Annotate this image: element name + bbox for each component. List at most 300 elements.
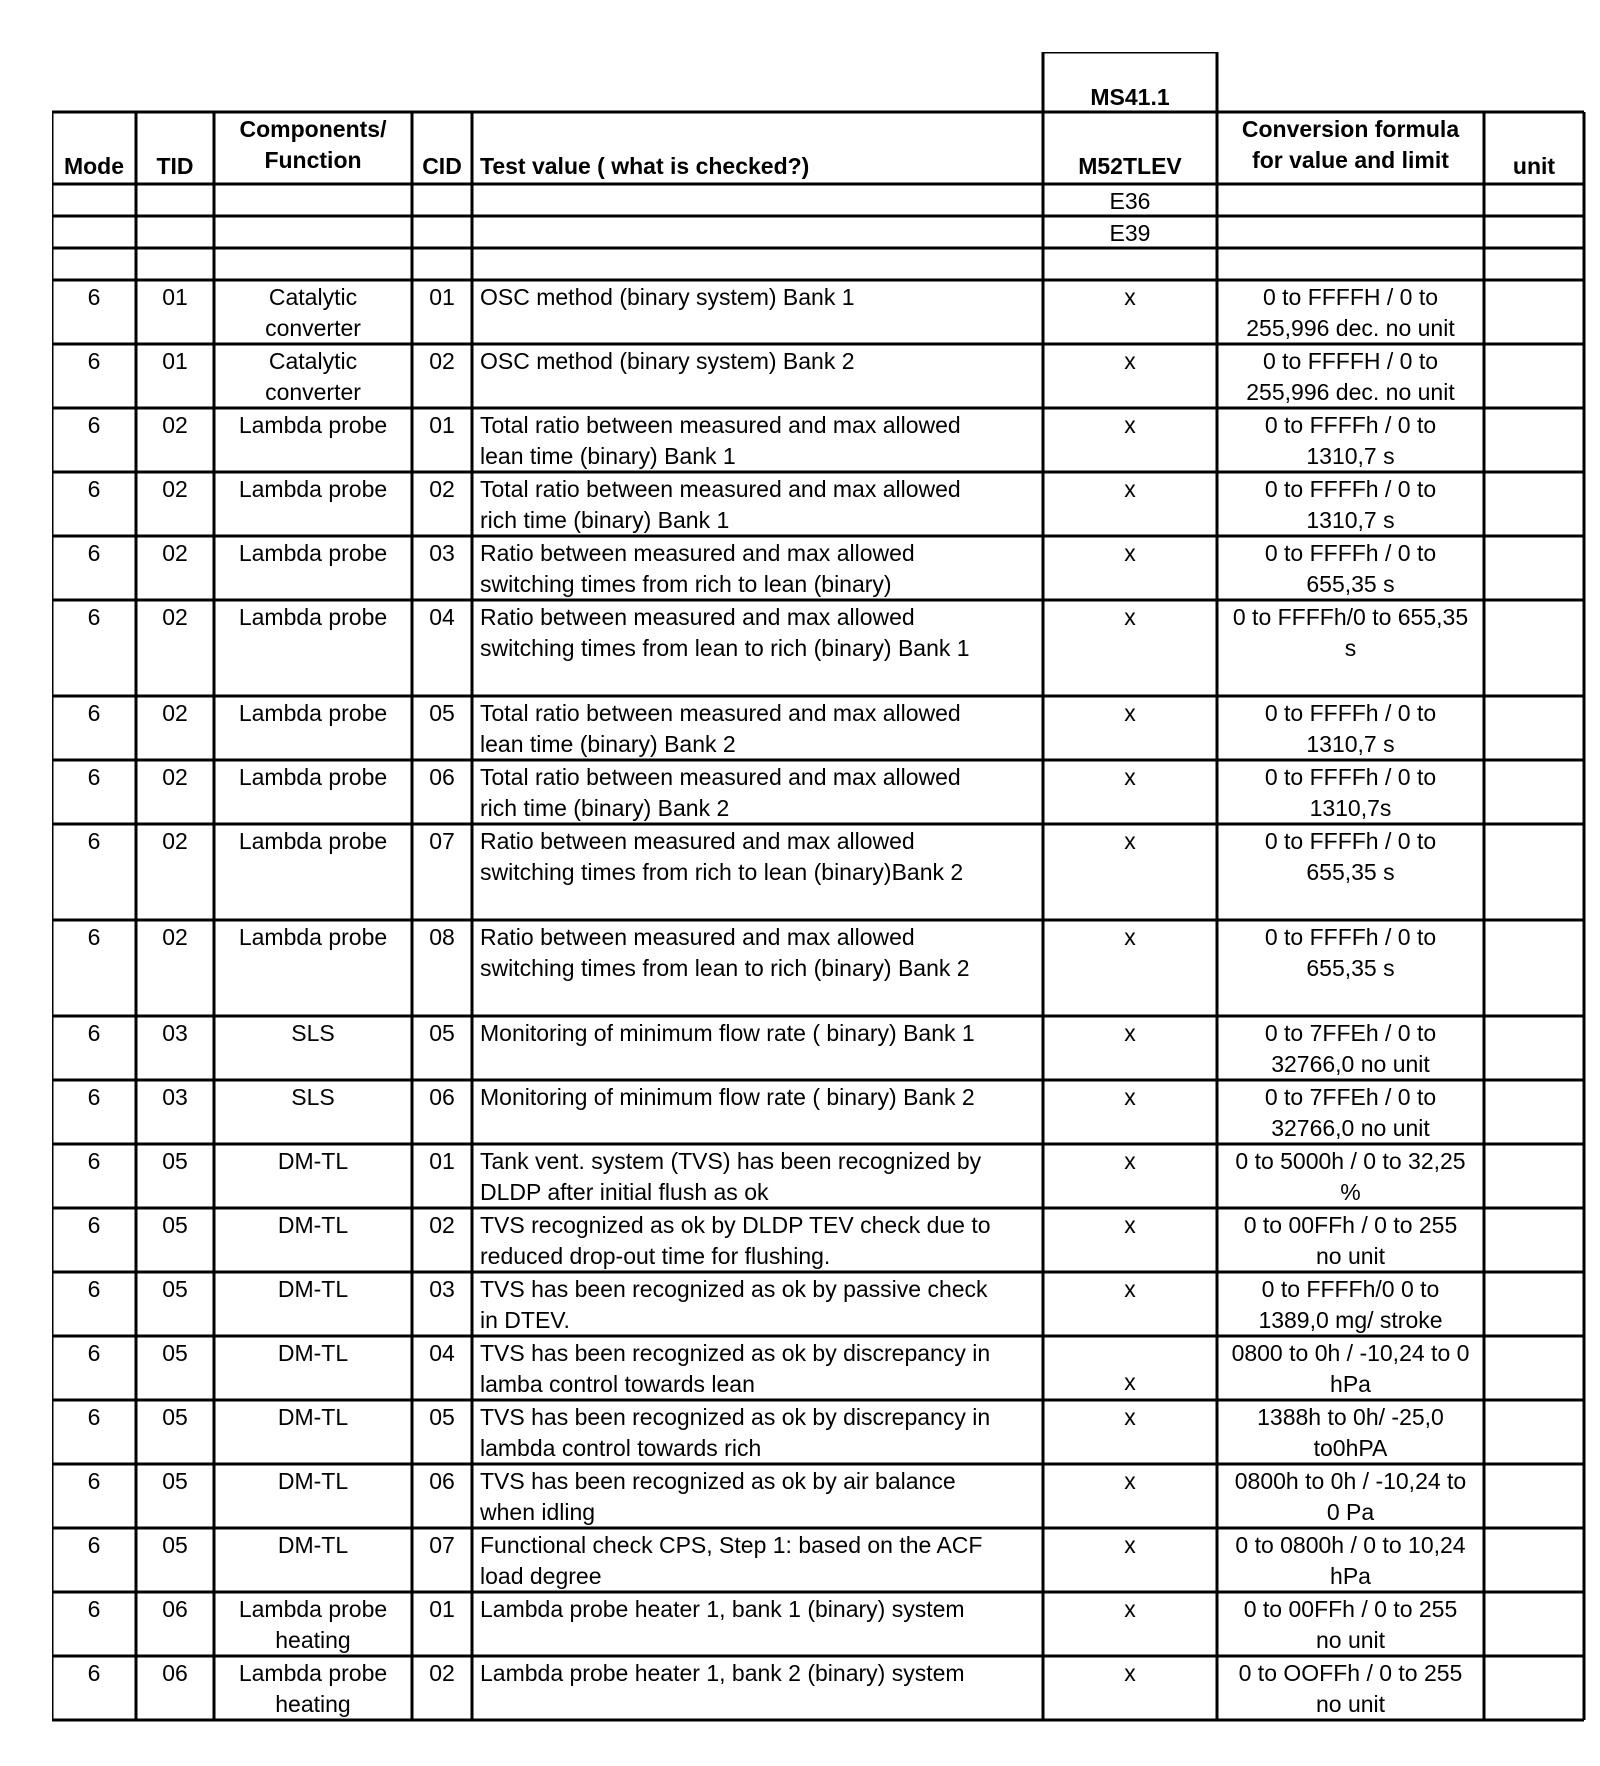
cell-comp [216, 1082, 410, 1146]
cell-comp [216, 826, 410, 922]
cell-cid [414, 1594, 470, 1658]
cell-comp-line: DM-TL [277, 1212, 349, 1238]
cell-ms [1045, 1018, 1215, 1082]
cell-conv [1219, 762, 1482, 826]
header-mode [54, 151, 134, 223]
cell-tid-line: 05 [162, 1468, 188, 1494]
cell-test-line: Monitoring of minimum flow rate ( binary) Bank 2 [480, 1084, 975, 1110]
cell-conv-line: 255,996 dec. no unit [1246, 379, 1455, 405]
cell-conv-line: 0 to FFFFh / 0 to [1264, 476, 1437, 502]
cell-ms [1045, 1274, 1215, 1338]
cell-test-line: rich time (binary) Bank 1 [480, 507, 730, 533]
cell-tid [138, 538, 212, 602]
cell-mode-line: 6 [87, 1148, 101, 1174]
cell-conv [1219, 698, 1482, 762]
cell-mode-line: 6 [87, 604, 101, 630]
cell-ms [1045, 1530, 1215, 1594]
cell-cid-line: 03 [429, 540, 455, 566]
cell-conv [1219, 826, 1482, 922]
cell-test-line: when idling [480, 1499, 596, 1525]
cell-test [474, 1338, 1041, 1402]
cell-cid-line: 06 [429, 1468, 455, 1494]
cell-comp [216, 282, 410, 346]
cell-conv [1219, 1146, 1482, 1210]
cell-conv [1219, 474, 1482, 538]
cell-conv-line: 255,996 dec. no unit [1246, 315, 1455, 341]
cell-mode-line: 6 [87, 1532, 101, 1558]
cell-conv [1219, 1658, 1482, 1722]
cell-cid [414, 1274, 470, 1338]
cell-cid [414, 1466, 470, 1530]
cell-ms [1045, 1658, 1215, 1722]
cell-conv-line: no unit [1315, 1691, 1386, 1717]
cell-cid-line: 03 [429, 1276, 455, 1302]
cell-mode-line: 6 [87, 1276, 101, 1302]
cell-comp [216, 410, 410, 474]
cell-mode [54, 538, 134, 602]
cell-cid-line: 02 [429, 348, 455, 374]
cell-conv-line: 1310,7 s [1306, 507, 1395, 533]
cell-conv [1219, 1274, 1482, 1338]
cell-comp-line: DM-TL [277, 1468, 349, 1494]
cell-ms [1045, 602, 1215, 698]
cell-test-line: lean time (binary) Bank 2 [480, 731, 736, 757]
cell-mode [54, 1338, 134, 1402]
cell-comp-line: SLS [291, 1084, 335, 1110]
cell-conv-line: 0 to 0800h / 0 to 10,24 [1235, 1532, 1466, 1558]
cell-conv-line: % [1340, 1179, 1361, 1205]
cell-test [474, 474, 1041, 538]
cell-comp-line: converter [265, 315, 361, 341]
cell-mode [54, 826, 134, 922]
cell-tid [138, 1338, 212, 1402]
cell-cid-line: 05 [429, 700, 455, 726]
cell-tid-line: 02 [162, 828, 188, 854]
cell-comp-line: Lambda probe [238, 924, 388, 950]
cell-test [474, 1658, 1041, 1722]
cell-ms [1045, 922, 1215, 1018]
vehicle-e36 [1045, 186, 1215, 218]
cell-mode [54, 1594, 134, 1658]
cell-ms [1045, 698, 1215, 762]
cell-test-line: switching times from lean to rich (binary) Bank 2 [480, 955, 970, 981]
cell-conv-line: hPa [1330, 1371, 1371, 1397]
cell-mode-line: 6 [87, 540, 101, 566]
cell-cid [414, 346, 470, 410]
cell-tid [138, 346, 212, 410]
cell-test [474, 1146, 1041, 1210]
cell-mode [54, 410, 134, 474]
cell-conv-line: 0 to FFFFH / 0 to [1262, 284, 1439, 310]
cell-conv [1219, 282, 1482, 346]
cell-comp-line: heating [275, 1627, 351, 1653]
cell-tid-line: 02 [162, 764, 188, 790]
cell-test-line: Ratio between measured and max allowed [480, 540, 915, 566]
cell-mode [54, 1210, 134, 1274]
cell-comp-line: Lambda probe [238, 476, 388, 502]
cell-ms-line: x [1124, 412, 1136, 438]
cell-ms-line: x [1124, 1468, 1136, 1494]
cell-mode-line: 6 [87, 284, 101, 310]
cell-comp-line: DM-TL [277, 1148, 349, 1174]
cell-ms-line: x [1124, 700, 1136, 726]
cell-cid [414, 1018, 470, 1082]
cell-tid [138, 762, 212, 826]
cell-conv [1219, 1082, 1482, 1146]
cell-mode-line: 6 [87, 924, 101, 950]
cell-comp-line: Lambda probe [238, 700, 388, 726]
cell-conv [1219, 538, 1482, 602]
cell-conv [1219, 1018, 1482, 1082]
cell-test-line: TVS recognized as ok by DLDP TEV check due to [480, 1212, 991, 1238]
cell-test-line: Total ratio between measured and max allowed [480, 412, 961, 438]
cell-cid-line: 05 [429, 1020, 455, 1046]
cell-tid [138, 1082, 212, 1146]
cell-ms-line: x [1124, 1148, 1136, 1174]
cell-tid-line: 02 [162, 540, 188, 566]
cell-test-line: DLDP after initial flush as ok [480, 1179, 769, 1205]
cell-test-line: switching times from lean to rich (binary) Bank 1 [480, 635, 970, 661]
cell-conv [1219, 1402, 1482, 1466]
cell-ms-line: x [1124, 604, 1136, 630]
cell-ms [1045, 1082, 1215, 1146]
cell-tid [138, 282, 212, 346]
cell-mode [54, 1274, 134, 1338]
cell-tid [138, 1018, 212, 1082]
cell-mode [54, 1466, 134, 1530]
cell-cid-line: 02 [429, 476, 455, 502]
cell-comp [216, 1466, 410, 1530]
cell-test-line: Ratio between measured and max allowed [480, 924, 915, 950]
cell-conv-line: 1310,7s [1309, 795, 1392, 821]
header-conversion-line: for value and limit [1252, 147, 1449, 173]
header-ms41-line: MS41.1 [1090, 84, 1170, 110]
cell-conv [1219, 1210, 1482, 1274]
header-conversion-line: Conversion formula [1241, 116, 1460, 142]
cell-comp-line: Catalytic [268, 348, 358, 374]
cell-mode-line: 6 [87, 476, 101, 502]
cell-conv-line: 0 to FFFFh / 0 to [1264, 700, 1437, 726]
cell-mode-line: 6 [87, 1660, 101, 1686]
cell-tid [138, 602, 212, 698]
cell-comp-line: SLS [291, 1020, 335, 1046]
cell-cid [414, 1082, 470, 1146]
cell-conv-line: 0 to FFFFh / 0 to [1264, 412, 1437, 438]
obd-mode6-table [52, 52, 1588, 1752]
cell-ms-line: x [1124, 1369, 1136, 1395]
cell-ms-line: x [1124, 1276, 1136, 1302]
cell-conv [1219, 602, 1482, 698]
cell-ms-line: x [1124, 1404, 1136, 1430]
cell-comp-line: Lambda probe [238, 1660, 388, 1686]
cell-ms-line: x [1124, 1020, 1136, 1046]
cell-test-line: lamba control towards lean [480, 1371, 755, 1397]
cell-conv [1219, 1594, 1482, 1658]
header-tid-line: TID [156, 153, 194, 179]
cell-test [474, 602, 1041, 698]
cell-mode-line: 6 [87, 348, 101, 374]
cell-mode-line: 6 [87, 1468, 101, 1494]
cell-ms-line: x [1124, 924, 1136, 950]
cell-comp-line: heating [275, 1691, 351, 1717]
cell-tid-line: 02 [162, 412, 188, 438]
cell-conv-line: 655,35 s [1306, 571, 1395, 597]
cell-mode-line: 6 [87, 412, 101, 438]
cell-test-line: Functional check CPS, Step 1: based on the ACF [480, 1532, 983, 1558]
header-cid [414, 151, 470, 223]
cell-test [474, 1082, 1041, 1146]
cell-cid [414, 1658, 470, 1722]
cell-cid-line: 02 [429, 1660, 455, 1686]
cell-conv [1219, 410, 1482, 474]
cell-comp [216, 474, 410, 538]
cell-comp [216, 602, 410, 698]
cell-test-line: Lambda probe heater 1, bank 1 (binary) system [480, 1596, 965, 1622]
cell-mode [54, 602, 134, 698]
cell-ms-line: x [1124, 476, 1136, 502]
cell-test [474, 698, 1041, 762]
cell-conv-line: s [1344, 635, 1357, 661]
cell-tid [138, 1274, 212, 1338]
cell-mode [54, 282, 134, 346]
cell-test [474, 922, 1041, 1018]
cell-test-line: Ratio between measured and max allowed [480, 828, 915, 854]
cell-conv-line: 0 to FFFFh / 0 to [1264, 764, 1437, 790]
cell-ms [1045, 1146, 1215, 1210]
cell-ms-line: x [1124, 764, 1136, 790]
cell-conv-line: 0 Pa [1326, 1499, 1375, 1525]
cell-test-line: Total ratio between measured and max allowed [480, 700, 961, 726]
cell-cid-line: 01 [429, 284, 455, 310]
cell-test-line: TVS has been recognized as ok by discrepancy in [480, 1404, 991, 1430]
cell-comp-line: DM-TL [277, 1404, 349, 1430]
cell-conv-line: 1389,0 mg/ stroke [1258, 1307, 1443, 1333]
header-test-value [474, 151, 1041, 223]
cell-conv-line: 0 to 7FFEh / 0 to [1264, 1020, 1437, 1046]
cell-comp [216, 1146, 410, 1210]
cell-conv-line: 0 to FFFFh / 0 to [1264, 828, 1437, 854]
cell-cid-line: 01 [429, 412, 455, 438]
header-unit [1486, 151, 1582, 223]
cell-cid [414, 282, 470, 346]
cell-test [474, 1274, 1041, 1338]
cell-comp [216, 1338, 410, 1402]
cell-mode [54, 346, 134, 410]
cell-conv-line: 0 to FFFFh / 0 to [1264, 540, 1437, 566]
cell-conv-line: 1310,7 s [1306, 731, 1395, 757]
cell-test-line: TVS has been recognized as ok by discrepancy in [480, 1340, 991, 1366]
cell-tid-line: 05 [162, 1148, 188, 1174]
cell-test-line: Lambda probe heater 1, bank 2 (binary) system [480, 1660, 965, 1686]
cell-mode [54, 1018, 134, 1082]
cell-tid [138, 922, 212, 1018]
cell-comp-line: Lambda probe [238, 412, 388, 438]
cell-comp [216, 1210, 410, 1274]
cell-cid-line: 04 [429, 604, 455, 630]
cell-tid-line: 03 [162, 1084, 188, 1110]
cell-tid-line: 05 [162, 1404, 188, 1430]
cell-mode [54, 922, 134, 1018]
cell-conv [1219, 922, 1482, 1018]
cell-mode-line: 6 [87, 700, 101, 726]
cell-ms-line: x [1124, 1660, 1136, 1686]
cell-comp-line: Lambda probe [238, 540, 388, 566]
cell-tid [138, 1658, 212, 1722]
header-components-line: Components/ [239, 116, 387, 142]
cell-comp [216, 1658, 410, 1722]
cell-cid [414, 698, 470, 762]
cell-tid-line: 03 [162, 1020, 188, 1046]
cell-conv-line: 655,35 s [1306, 859, 1395, 885]
cell-ms-line: x [1124, 348, 1136, 374]
cell-comp [216, 346, 410, 410]
cell-cid [414, 1338, 470, 1402]
cell-comp-line: Lambda probe [238, 1596, 388, 1622]
cell-tid-line: 02 [162, 924, 188, 950]
cell-ms-line: x [1124, 284, 1136, 310]
cell-tid-line: 05 [162, 1212, 188, 1238]
cell-mode-line: 6 [87, 1596, 101, 1622]
cell-test-line: OSC method (binary system) Bank 2 [480, 348, 855, 374]
cell-test [474, 346, 1041, 410]
cell-test-line: TVS has been recognized as ok by passive check [480, 1276, 988, 1302]
cell-ms [1045, 762, 1215, 826]
cell-ms [1045, 1210, 1215, 1274]
cell-cid [414, 1210, 470, 1274]
cell-ms [1045, 1594, 1215, 1658]
cell-mode [54, 762, 134, 826]
cell-ms [1045, 1402, 1215, 1466]
cell-ms-line: x [1124, 540, 1136, 566]
cell-test-line: TVS has been recognized as ok by air balance [480, 1468, 956, 1494]
cell-cid [414, 538, 470, 602]
cell-conv [1219, 1530, 1482, 1594]
cell-mode-line: 6 [87, 764, 101, 790]
cell-ms [1045, 538, 1215, 602]
cell-conv-line: no unit [1315, 1627, 1386, 1653]
cell-comp-line: DM-TL [277, 1532, 349, 1558]
header-mode-line: Mode [63, 153, 125, 179]
cell-tid-line: 01 [162, 348, 188, 374]
cell-conv-line: hPa [1330, 1563, 1371, 1589]
cell-conv-line: 0 to FFFFH / 0 to [1262, 348, 1439, 374]
cell-cid [414, 826, 470, 922]
cell-cid [414, 410, 470, 474]
cell-tid [138, 698, 212, 762]
cell-cid [414, 1402, 470, 1466]
cell-test-line: switching times from rich to lean (binary) [480, 571, 892, 597]
cell-conv [1219, 1466, 1482, 1530]
cell-conv-line: 1310,7 s [1306, 443, 1395, 469]
cell-mode-line: 6 [87, 1340, 101, 1366]
cell-test-line: OSC method (binary system) Bank 1 [480, 284, 855, 310]
cell-cid [414, 474, 470, 538]
cell-conv-line: 0 to 00FFh / 0 to 255 [1243, 1596, 1458, 1622]
cell-comp-line: DM-TL [277, 1276, 349, 1302]
cell-comp [216, 922, 410, 1018]
cell-test [474, 1018, 1041, 1082]
cell-comp [216, 1274, 410, 1338]
cell-cid-line: 06 [429, 1084, 455, 1110]
cell-conv-line: 0 to 5000h / 0 to 32,25 [1235, 1148, 1466, 1174]
cell-mode-line: 6 [87, 828, 101, 854]
cell-cid-line: 02 [429, 1212, 455, 1238]
cell-test-line: Total ratio between measured and max allowed [480, 764, 961, 790]
cell-tid [138, 474, 212, 538]
header-cid-line: CID [422, 153, 462, 179]
cell-conv-line: 0 to OOFFh / 0 to 255 [1238, 1660, 1463, 1686]
cell-tid [138, 1530, 212, 1594]
cell-mode [54, 474, 134, 538]
cell-mode [54, 1082, 134, 1146]
cell-mode-line: 6 [87, 1212, 101, 1238]
cell-cid-line: 08 [429, 924, 455, 950]
cell-tid-line: 02 [162, 700, 188, 726]
vehicle-e39-line: E39 [1109, 220, 1151, 246]
cell-cid [414, 602, 470, 698]
header-conversion [1219, 114, 1482, 186]
cell-tid-line: 06 [162, 1596, 188, 1622]
cell-mode [54, 1530, 134, 1594]
cell-mode-line: 6 [87, 1020, 101, 1046]
cell-test-line: reduced drop-out time for flushing. [480, 1243, 831, 1269]
cell-ms-line: x [1124, 1212, 1136, 1238]
cell-comp-line: Catalytic [268, 284, 358, 310]
cell-cid [414, 762, 470, 826]
cell-conv-line: 0800h to 0h / -10,24 to [1234, 1468, 1467, 1494]
cell-ms [1045, 1466, 1215, 1530]
cell-cid-line: 06 [429, 764, 455, 790]
cell-conv-line: 32766,0 no unit [1271, 1051, 1430, 1077]
cell-cid-line: 07 [429, 828, 455, 854]
cell-tid [138, 410, 212, 474]
cell-mode [54, 698, 134, 762]
cell-cid [414, 1146, 470, 1210]
cell-conv-line: 32766,0 no unit [1271, 1115, 1430, 1141]
cell-tid [138, 826, 212, 922]
cell-conv-line: 1388h to 0h/ -25,0 [1257, 1404, 1444, 1430]
cell-test [474, 538, 1041, 602]
cell-mode [54, 1402, 134, 1466]
vehicle-e39 [1045, 218, 1215, 250]
cell-ms-line: x [1124, 1532, 1136, 1558]
cell-mode [54, 1146, 134, 1210]
cell-conv-line: 0 to 7FFEh / 0 to [1264, 1084, 1437, 1110]
cell-cid [414, 1530, 470, 1594]
cell-test-line: lambda control towards rich [480, 1435, 762, 1461]
cell-ms [1045, 282, 1215, 346]
cell-cid [414, 922, 470, 1018]
cell-cid-line: 04 [429, 1340, 455, 1366]
cell-test-line: Tank vent. system (TVS) has been recognized by [480, 1148, 982, 1174]
cell-test-line: Ratio between measured and max allowed [480, 604, 915, 630]
cell-conv [1219, 346, 1482, 410]
cell-comp [216, 762, 410, 826]
cell-comp [216, 1402, 410, 1466]
cell-ms-line: x [1124, 1596, 1136, 1622]
cell-test [474, 1466, 1041, 1530]
cell-cid-line: 05 [429, 1404, 455, 1430]
header-unit-line: unit [1512, 153, 1556, 179]
cell-conv-line: 0800 to 0h / -10,24 to 0 [1231, 1340, 1470, 1366]
cell-conv-line: 0 to FFFFh/0 to 655,35 [1232, 604, 1469, 630]
cell-test-line: rich time (binary) Bank 2 [480, 795, 730, 821]
cell-ms [1045, 410, 1215, 474]
cell-comp-line: Lambda probe [238, 764, 388, 790]
cell-conv-line: no unit [1315, 1243, 1386, 1269]
cell-test [474, 1530, 1041, 1594]
cell-test-line: load degree [480, 1563, 602, 1589]
